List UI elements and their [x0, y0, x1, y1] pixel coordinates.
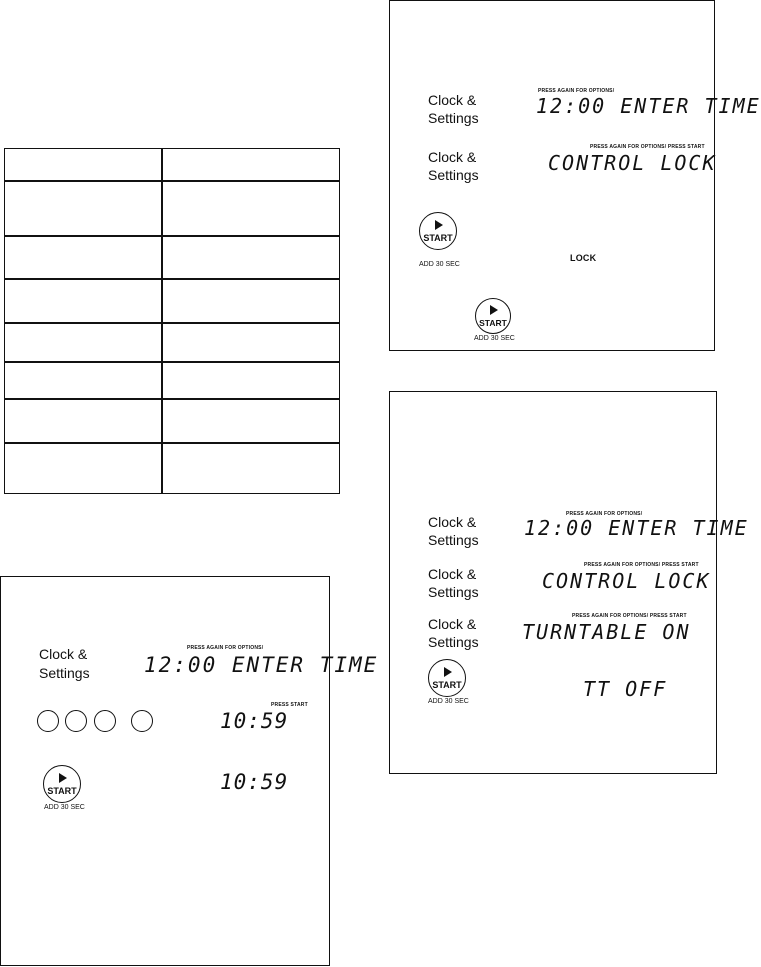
set-time-panel	[0, 576, 379, 966]
press-again-hint: PRESS AGAIN FOR OPTIONS/	[187, 645, 264, 651]
clock-settings-button[interactable]: Clock & Settings	[428, 566, 479, 600]
press-again-start-hint: PRESS AGAIN FOR OPTIONS/ PRESS START	[572, 613, 687, 619]
lcd-enter-time: 12:00 ENTER TIME	[144, 653, 379, 677]
clock-settings-button[interactable]: Clock & Settings	[428, 149, 479, 183]
clock-settings-button[interactable]: Clock & Settings	[428, 514, 479, 548]
clock-settings-button[interactable]: Clock & Settings	[428, 616, 479, 650]
start-button[interactable]: START	[428, 659, 466, 697]
start-button[interactable]: START	[475, 298, 511, 334]
add-30-sec-label: ADD 30 SEC	[428, 698, 469, 705]
table-row-divider	[5, 322, 339, 324]
clock-settings-button[interactable]: Clock & Settings	[39, 646, 90, 681]
lcd-enter-time: 12:00 ENTER TIME	[536, 94, 761, 118]
number-key[interactable]	[65, 710, 87, 732]
table-row-divider	[5, 235, 339, 237]
press-again-hint: PRESS AGAIN FOR OPTIONS/	[538, 88, 615, 94]
number-key[interactable]	[94, 710, 116, 732]
play-icon	[435, 220, 443, 230]
table-row-divider	[5, 361, 339, 363]
table-row-divider	[5, 398, 339, 400]
lcd-turntable-on: TURNTABLE ON	[522, 620, 691, 644]
add-30-sec-label: ADD 30 SEC	[419, 261, 460, 268]
add-30-sec-label: ADD 30 SEC	[474, 335, 515, 342]
add-30-sec-label: ADD 30 SEC	[44, 804, 85, 811]
turntable-panel	[389, 391, 749, 774]
lcd-control-lock: CONTROL LOCK	[542, 569, 711, 593]
number-key[interactable]	[37, 710, 59, 732]
table-row-divider	[5, 180, 339, 182]
press-again-start-hint: PRESS AGAIN FOR OPTIONS/ PRESS START	[590, 144, 705, 150]
lcd-time: 10:59	[220, 709, 289, 733]
press-again-start-hint: PRESS AGAIN FOR OPTIONS/ PRESS START	[584, 562, 699, 568]
lcd-tt-off: TT OFF	[583, 677, 668, 701]
press-again-hint: PRESS AGAIN FOR OPTIONS/	[566, 511, 643, 517]
play-icon	[444, 667, 452, 677]
press-start-hint: PRESS START	[271, 702, 308, 708]
play-icon	[490, 305, 498, 315]
table-row-divider	[5, 278, 339, 280]
lcd-time: 10:59	[220, 770, 289, 794]
start-button[interactable]: START	[419, 212, 457, 250]
settings-table	[4, 148, 340, 494]
start-button[interactable]: START	[43, 765, 81, 803]
number-key[interactable]	[131, 710, 153, 732]
lcd-control-lock: CONTROL LOCK	[548, 151, 717, 175]
lock-indicator: LOCK	[570, 253, 597, 263]
table-row-divider	[5, 442, 339, 444]
clock-settings-button[interactable]: Clock & Settings	[428, 92, 479, 126]
lcd-enter-time: 12:00 ENTER TIME	[524, 516, 749, 540]
control-lock-panel	[389, 0, 761, 351]
play-icon	[59, 773, 67, 783]
